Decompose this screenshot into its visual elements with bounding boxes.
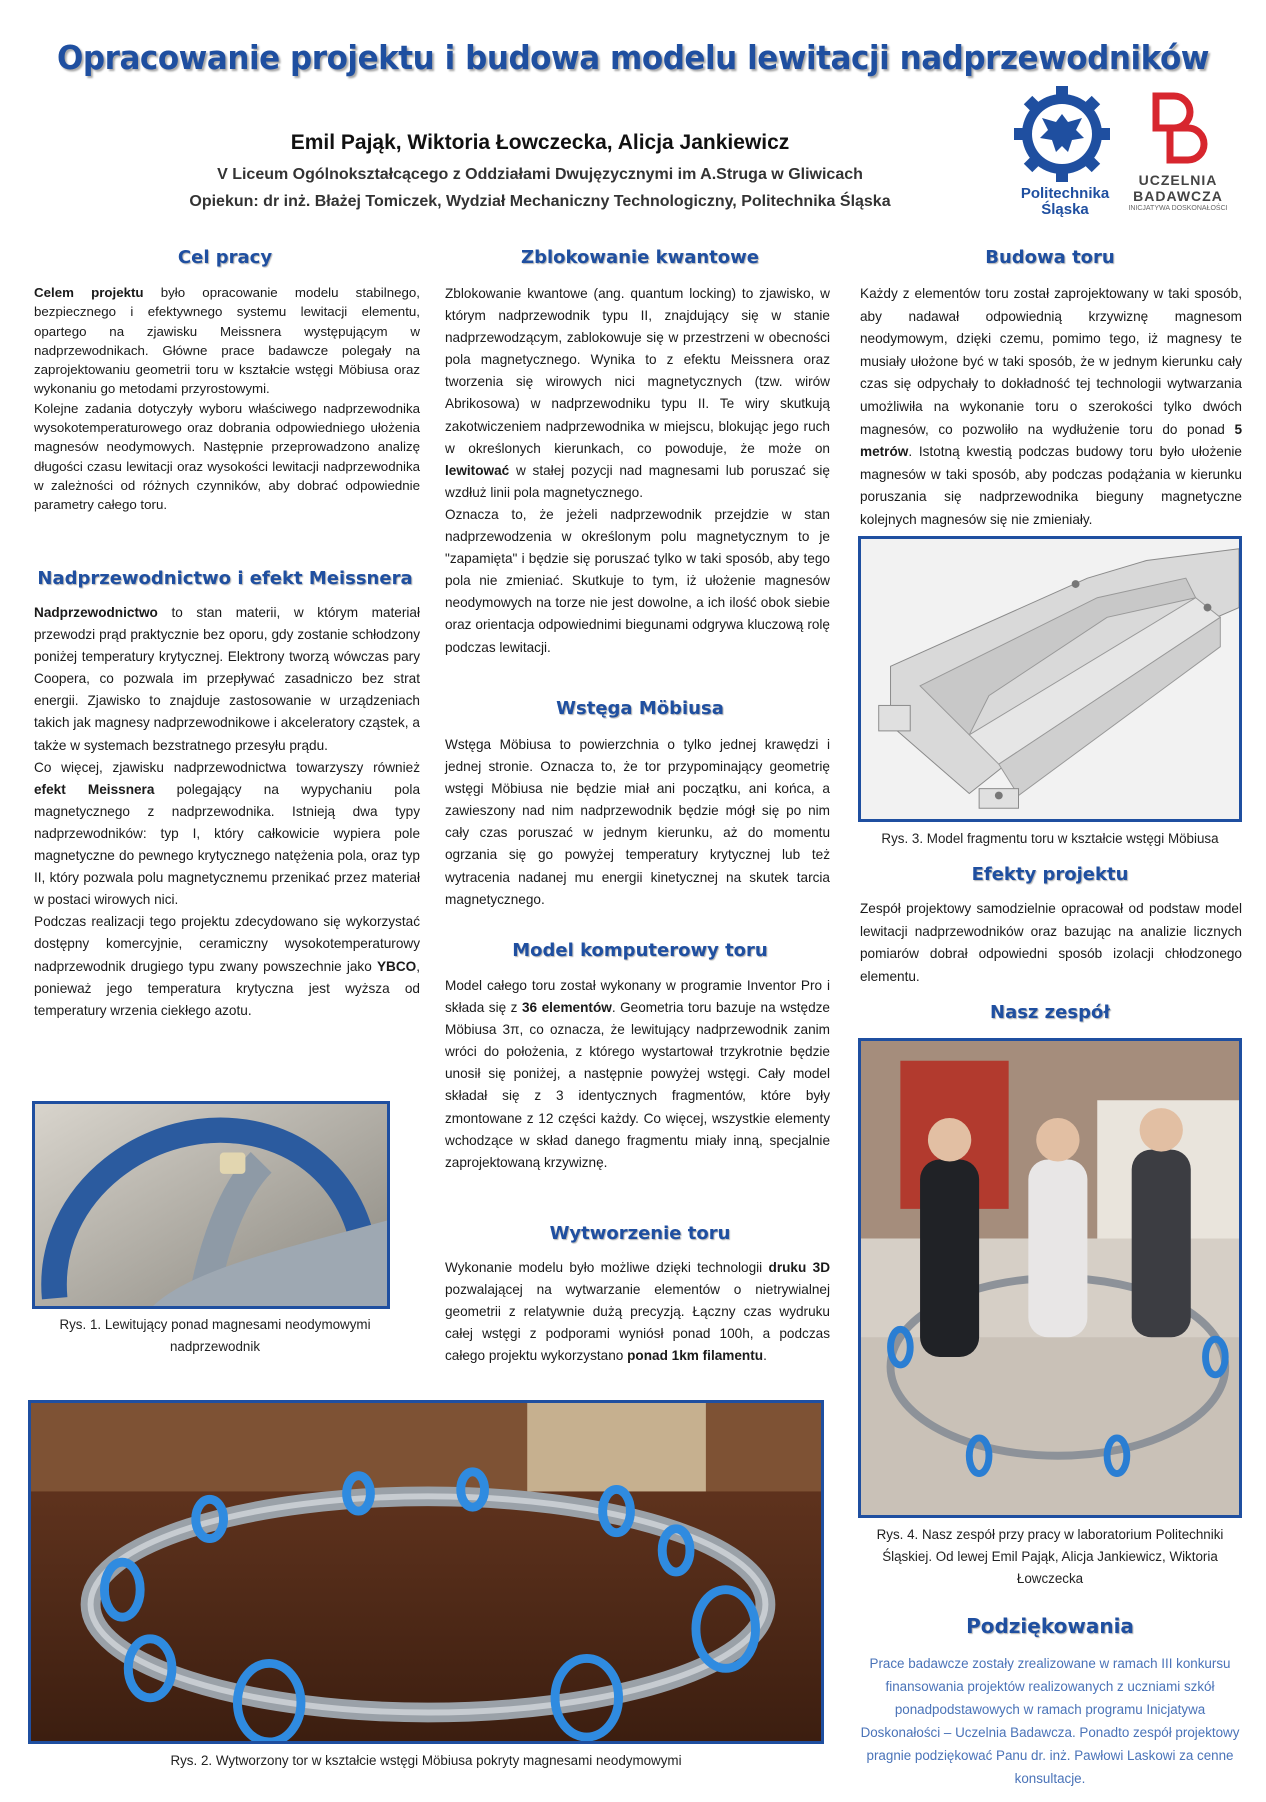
politechnika-label: Politechnika Śląska [1020, 185, 1110, 218]
figure-2-mobius-track-photo [28, 1400, 824, 1744]
wytworzenie-toru-text: Wykonanie modelu było możliwe dzięki technologii druku 3D pozwalającej na wytwarzanie elementów o nietrywialnej geometrii z relatywnie dużą precyzją. Łączny czas wydruku całej wstęgi z podporami wyniósł ponad 100h, a podczas całego projektu wykorzystano ponad 1km filamentu. [445, 1260, 831, 1364]
figure-3-cad-model [858, 536, 1242, 822]
heading-wytworzenie-toru: Wytworzenie toru [549, 1223, 731, 1244]
heading-cel-pracy: Cel pracy [177, 247, 273, 268]
figure-1-levitation-photo [32, 1101, 390, 1309]
heading-budowa-toru: Budowa toru [985, 247, 1115, 268]
advisor: Opiekun: dr inż. Błażej Tomiczek, Wydział Mechaniczny Technologiczny, Politechnika Śląska [189, 193, 891, 210]
heading-nadprzewodnictwo: Nadprzewodnictwo i efekt Meissnera [37, 568, 413, 589]
cel-pracy-text: Celem projektu było opracowanie modelu stabilnego, bezpiecznego i efektywnego systemu lewitacji elementu, opartego na zjawisku Meissnera występującym w nadprzewodnikach. Główne prace badawcze polegały na zaprojektowaniu geometrii toru w kształcie wstęgi Möbiusa oraz wykonaniu go metodami przyrostowymi. Kolejne zadania dotyczyły wyboru właściwego nadprzewodnika wysokotemperaturowego oraz dobrania odpowiedniego ułożenia magnesów neodymowych. Następnie przeprowadzono analizę długości czasu lewitacji oraz wysokości lewitacji nadprzewodnika w zależności od różnych czynników, aby dobrać odpowiednie parametry całego toru. [34, 285, 420, 513]
ub-label: UCZELNIA BADAWCZA [1133, 172, 1223, 204]
school-name: V Liceum Ogólnokształcącego z Oddziałami Dwujęzycznymi im A.Struga w Gliwicach [217, 166, 863, 183]
wstega-mobiusa-text: Wstęga Möbiusa to powierzchnia o tylko jednej krawędzi i jednej stronie. Oznacza to, że tor przypominający geometrię wstęgi Möbiusa nie będzie miał ani początku, ani końca, a zawieszony nad nim nadprzewodnik będzie mógł się po nim cały czas poruszać w jednym kierunku, aż do momentu ogrzania się go powyżej temperatury krytycznej lub też wytracenia nadanej mu energii kinetycznej na skutek tarcia magnetycznego. [445, 737, 830, 907]
figure-1-caption: Rys. 1. Lewitujący ponad magnesami neodymowymi nadprzewodnik [59, 1317, 371, 1354]
nadprzewodnictwo-text: Nadprzewodnictwo to stan materii, w którym materiał przewodzi prąd praktycznie bez oporu, gdy zostanie schłodzony poniżej temperatury krytycznej. Elektrony tworzą wówczas pary Coopera, co pozwala im przepływać zasadniczo bez strat energii. Zjawisko to znajduje zastosowanie w urządzeniach takich jak magnesy nadprzewodnikowe i akceleratory cząstek, a także w systemach bezstratnego przesyłu prądu. Co więcej, zjawisku nadprzewodnictwa towarzyszy również efekt Meissnera polegający na wypychaniu pola magnetycznego z nadprzewodnika. Istnieją dwa typy nadprzewodników: typ I, który całkowicie wypiera pole magnetyczne do pewnego krytycznego natężenia pola, oraz typ II, który pozwala polu magnetycznemu przenikać przez materiał w postaci wirowych nici. Podczas realizacji tego projektu zdecydowano się wykorzystać dostępny komercyjnie, ceramiczny wysokotemperaturowy nadprzewodnik drugiego typu zwany powszechnie jako YBCO, ponieważ jego temperatura krytyczna jest wyższa od temperatury wrzenia ciekłego azotu. [34, 605, 420, 1018]
authors: Emil Pająk, Wiktoria Łowczecka, Alicja Jankiewicz [290, 131, 790, 154]
zblokowanie-text: Zblokowanie kwantowe (ang. quantum locking) to zjawisko, w którym nadprzewodnik typu II, znajdujący się w stanie nadprzewodzącym, zablokowuje się w przestrzeni w obecności pola magnetycznego. Wynika to z efektu Meissnera oraz tworzenia się wirowych nici magnetycznych (tzw. wirów Abrikosowa) w nadprzewodniku typu II. Te wiry skutkują zakotwiczeniem nadprzewodnika w miejscu, blokując jego ruch w określonych kierunkach, co powoduje, że może on lewitować w stałej pozycji nad magnesami lub poruszać się wzdłuż linii pola magnetycznego. Oznacza to, że jeżeli nadprzewodnik przejdzie w stan nadprzewodzenia w określonym polu magnetycznym to je "zapamięta" i będzie się poruszać tylko w taki sposób, aby tego pola nie zmieniać. Skutkuje to tym, iż ułożenie magnesów neodymowych na torze nie jest dowolne, a ich ilość obok siebie oraz orientacja odpowiednimi biegunami odgrywa kluczową rolę podczas lewitacji. [445, 286, 830, 655]
heading-podziekowania: Podziękowania [966, 1614, 1134, 1638]
uczelnia-badawcza-logo [1128, 90, 1228, 220]
heading-wstega-mobiusa: Wstęga Möbiusa [556, 698, 724, 719]
poster-title: Opracowanie projektu i budowa modelu lewitacji nadprzewodników [57, 38, 1209, 77]
ub-sublabel: INICJATYWA DOSKONAŁOŚCI [1128, 205, 1228, 212]
efekty-projektu-text: Zespół projektowy samodzielnie opracował od podstaw model lewitacji nadprzewodników oraz bazując na analizie licznych pomiarów dobrał odpowiedni sposób izolacji chłodzonego elementu. [860, 901, 1242, 984]
heading-nasz-zespol: Nasz zespół [990, 1002, 1110, 1023]
model-komputerowy-text: Model całego toru został wykonany w programie Inventor Pro i składa się z 36 elementów. Geometria toru bazuje na wstędze Möbiusa 3π, co oznacza, że lewitujący nadprzewodnik zanim wróci do położenia, z którego wystartował trzykrotnie będzie unosił się poniżej, a następnie powyżej wstęgi. Cały model składał się z 3 identycznych fragmentów, które były zmontowane z 12 części każdy. Co więcej, wszystkie elementy wchodzące w skład danego fragmentu miały inną, specjalnie zaprojektowaną krzywiznę. [445, 978, 830, 1170]
heading-efekty-projektu: Efekty projektu [971, 864, 1129, 885]
gear-eagle-icon [1010, 86, 1114, 182]
figure-2-caption: Rys. 2. Wytworzony tor w kształcie wstęgi Möbiusa pokryty magnesami neodymowymi [170, 1753, 682, 1768]
budowa-toru-text: Każdy z elementów toru został zaprojektowany w taki sposób, aby nadawał odpowiednią krzywiznę magnesom neodymowym, dzięki czemu, pomimo tego, iż magnesy te musiały ułożone być w taki sposób, że w jednym kierunku cały czas się odpychały to dokładność tej technologii wytwarzania umożliwiła na wykonanie toru o szerokości tylko dwóch magnesów, co pozwoliło na wydłużenie toru do ponad 5 metrów. Istotną kwestią podczas budowy toru było ułożenie magnesów w taki sposób, aby podczas podążania w kierunku poruszania się nadprzewodnika bieguny magnetyczne kolejnych magnesów się nie zmieniały. [860, 286, 1242, 527]
politechnika-slaska-logo [1010, 86, 1114, 216]
heading-model-komputerowy: Model komputerowy toru [512, 940, 768, 961]
figure-4-caption: Rys. 4. Nasz zespół przy pracy w laboratorium Politechniki Śląskiej. Od lewej Emil Pająk, Alicja Jankiewicz, Wiktoria Łowczecka [876, 1527, 1224, 1586]
podziekowania-text: Prace badawcze zostały zrealizowane w ramach III konkursu finansowania projektów realizowanych z uczniami szkół ponadpodstawowych w ramach programu Inicjatywa Doskonałości – Uczelnia Badawcza. Ponadto zespół projektowy pragnie podziękować Panu dr. inż. Pawłowi Laskowi za cenne konsultacje. [860, 1656, 1240, 1786]
ub-mark-icon [1128, 90, 1228, 168]
heading-zblokowanie: Zblokowanie kwantowe [521, 247, 759, 268]
figure-4-team-photo [858, 1038, 1242, 1518]
figure-3-caption: Rys. 3. Model fragmentu toru w kształcie wstęgi Möbiusa [881, 831, 1219, 846]
